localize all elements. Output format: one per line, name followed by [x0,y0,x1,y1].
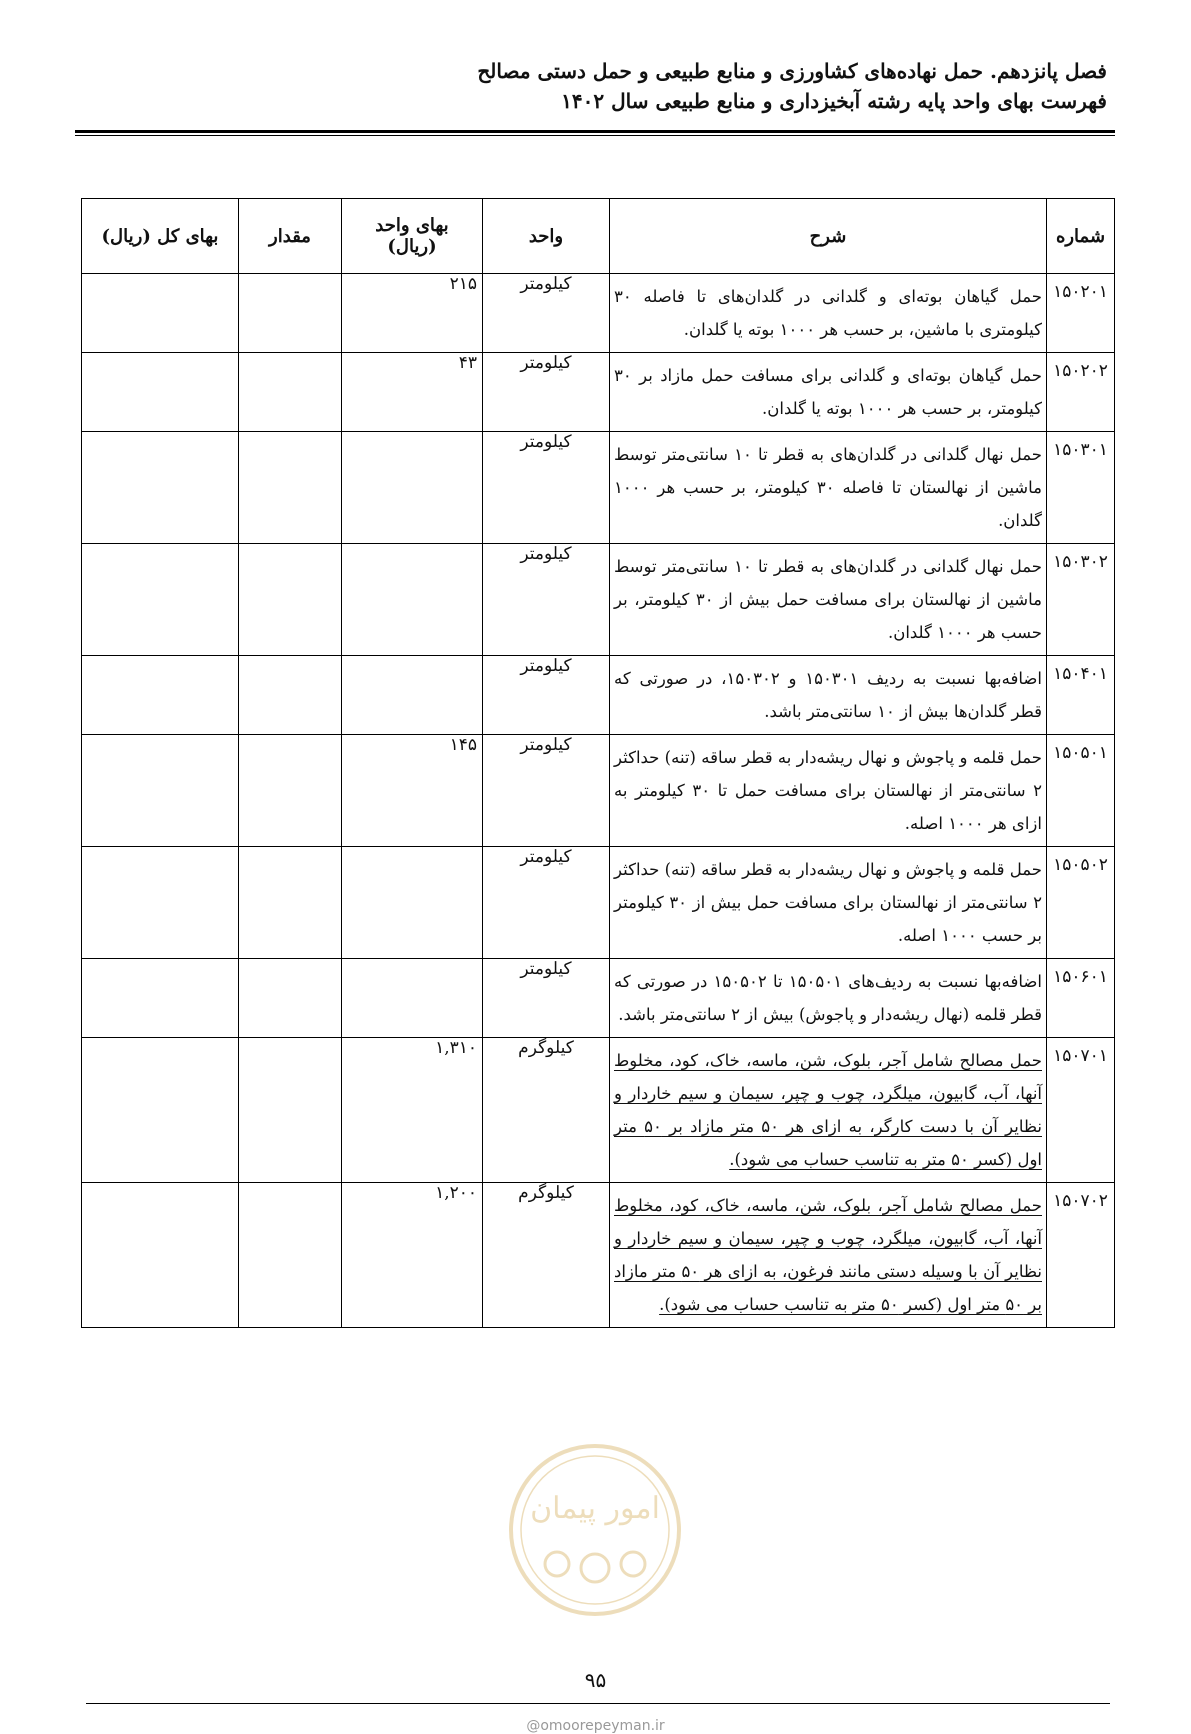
row-quantity [239,353,342,432]
row-number [1047,1183,1115,1328]
row-unit-price-text: ۱۴۵ [449,735,477,755]
table-row [82,847,1115,959]
row-description-text: حمل نهال گلدانی در گلدان‌های به قطر تا ۱۰ سانتی‌متر توسط ماشین از نهالستان برای مسافت حمل بیش از ۳۰ کیلومتر، بر حسب هر ۱۰۰۰ گلدان. [614,557,1042,642]
table-row [82,274,1115,353]
row-total-price [82,1183,239,1328]
header-number: شماره [1047,199,1115,274]
row-unit-price [342,432,483,544]
row-description [610,847,1047,959]
row-unit [483,353,610,432]
row-total-price [82,656,239,735]
row-unit-price [342,1038,483,1183]
row-total-price [82,432,239,544]
table-row [82,1183,1115,1328]
row-number-text: ۱۵۰۲۰۲ [1053,361,1108,381]
row-number [1047,432,1115,544]
row-unit-text: کیلومتر [520,735,572,755]
row-unit [483,959,610,1038]
row-total-price [82,353,239,432]
header-rule-thin [75,135,1115,136]
row-unit-price [342,353,483,432]
table-row [82,432,1115,544]
row-quantity [239,1183,342,1328]
row-unit [483,847,610,959]
chapter-title: فصل پانزدهم. حمل نهاده‌های کشاورزی و منابع طبیعی و حمل دستی مصالح [477,59,1107,83]
row-unit-text: کیلوگرم [518,1038,574,1058]
table-row [82,656,1115,735]
row-unit-price [342,274,483,353]
row-description-text: حمل مصالح شامل آجر، بلوک، شن، ماسه، خاک، کود، مخلوط آنها، آب، گابیون، میلگرد، چوب و چپر، سیمان و سیم خاردار و نظایر آن با دست کارگر، به ازای هر ۵۰ متر مازاد بر ۵۰ متر اول (کسر ۵۰ متر به تناسب حساب می شود). [614,1051,1042,1169]
row-unit [483,1183,610,1328]
header-quantity: مقدار [239,199,342,274]
row-total-price [82,1038,239,1183]
row-unit [483,1038,610,1183]
row-unit-text: کیلومتر [520,353,572,373]
row-total-price [82,274,239,353]
row-number [1047,656,1115,735]
table-row [82,544,1115,656]
row-unit-text: کیلومتر [520,656,572,676]
row-description [610,544,1047,656]
row-unit-price [342,544,483,656]
header-unit: واحد [483,199,610,274]
price-table [81,198,1115,1328]
row-unit-text: کیلومتر [520,847,572,867]
row-description-text: حمل گیاهان بوته‌ای و گلدانی برای مسافت حمل مازاد بر ۳۰ کیلومتر، بر حسب هر ۱۰۰۰ بوته یا گلدان. [614,366,1042,418]
row-quantity [239,959,342,1038]
site-link[interactable]: @omoorepeyman.ir [526,1718,665,1734]
header-rule-thick [75,130,1115,133]
row-unit-price-text: ۱,۳۱۰ [435,1038,477,1058]
row-number-text: ۱۵۰۲۰۱ [1053,282,1108,302]
row-quantity [239,544,342,656]
row-unit [483,544,610,656]
table-row [82,1038,1115,1183]
table-row [82,959,1115,1038]
row-description [610,1183,1047,1328]
row-unit-price [342,735,483,847]
row-description [610,432,1047,544]
row-unit-text: کیلومتر [520,274,572,294]
page-number: ۹۵ [584,1668,607,1692]
table-body [82,274,1115,1328]
row-quantity [239,656,342,735]
row-total-price [82,544,239,656]
table-row [82,735,1115,847]
row-unit [483,432,610,544]
row-unit-price [342,656,483,735]
row-number [1047,1038,1115,1183]
watermark-text: امور پیمان [530,1491,660,1526]
row-number [1047,847,1115,959]
page-header [75,56,1107,116]
row-number-text: ۱۵۰۵۰۱ [1053,743,1108,763]
row-description-text: حمل نهال گلدانی در گلدان‌های به قطر تا ۱۰ سانتی‌متر توسط ماشین از نهالستان تا فاصله ۳۰ کیلومتر، بر حسب هر ۱۰۰۰ گلدان. [614,445,1042,530]
row-quantity [239,274,342,353]
row-unit-price-text: ۲۱۵ [449,274,477,294]
row-unit-price-text: ۴۳ [458,353,477,373]
row-description [610,959,1047,1038]
row-number-text: ۱۵۰۳۰۱ [1053,440,1108,460]
header-description: شرح [610,199,1047,274]
row-unit [483,274,610,353]
row-unit-text: کیلوگرم [518,1183,574,1203]
row-description-text: اضافه‌بها نسبت به ردیف‌های ۱۵۰۵۰۱ تا ۱۵۰۵۰۲ در صورتی که قطر قلمه (نهال ریشه‌دار و پاجوش) بیش از ۲ سانتی‌متر باشد. [614,972,1042,1024]
row-unit-price [342,1183,483,1328]
row-description-text: اضافه‌بها نسبت به ردیف ۱۵۰۳۰۱ و ۱۵۰۳۰۲، در صورتی که قطر گلدان‌ها بیش از ۱۰ سانتی‌متر باشد. [614,669,1042,721]
footer-rule [86,1703,1110,1704]
row-number [1047,353,1115,432]
row-number-text: ۱۵۰۷۰۲ [1053,1191,1108,1211]
row-unit [483,735,610,847]
row-unit-text: کیلومتر [520,432,572,452]
row-unit-price [342,847,483,959]
row-quantity [239,735,342,847]
row-unit [483,656,610,735]
row-quantity [239,847,342,959]
row-total-price [82,959,239,1038]
row-quantity [239,1038,342,1183]
row-description-text: حمل قلمه و پاجوش و نهال ریشه‌دار به قطر ساقه (تنه) حداکثر ۲ سانتی‌متر از نهالستان برای مسافت حمل بیش از ۳۰ کیلومتر بر حسب ۱۰۰۰ اصله. [614,860,1042,945]
row-total-price [82,847,239,959]
row-number [1047,274,1115,353]
row-unit-text: کیلومتر [520,544,572,564]
row-number-text: ۱۵۰۳۰۲ [1053,552,1108,572]
row-description-text: حمل قلمه و پاجوش و نهال ریشه‌دار به قطر ساقه (تنه) حداکثر ۲ سانتی‌متر از نهالستان برای مسافت حمل تا ۳۰ کیلومتر به ازای هر ۱۰۰۰ اصله. [614,748,1042,833]
row-description-text: حمل گیاهان بوته‌ای و گلدانی در گلدان‌های تا فاصله ۳۰ کیلومتری با ماشین، بر حسب هر ۱۰۰۰ بوته یا گلدان. [614,287,1042,339]
table-header-row [82,199,1115,274]
row-quantity [239,432,342,544]
row-total-price [82,735,239,847]
row-description [610,353,1047,432]
row-unit-price-text: ۱,۲۰۰ [435,1183,477,1203]
row-number-text: ۱۵۰۴۰۱ [1053,664,1108,684]
row-number-text: ۱۵۰۶۰۱ [1053,967,1108,987]
header-unit-price: بهای واحد (ریال) [342,199,483,274]
row-number [1047,959,1115,1038]
row-number-text: ۱۵۰۵۰۲ [1053,855,1108,875]
row-number [1047,735,1115,847]
watermark-seal-icon [505,1440,685,1620]
row-description [610,656,1047,735]
header-total-price: بهای کل (ریال) [82,199,239,274]
row-description [610,735,1047,847]
row-number [1047,544,1115,656]
row-number-text: ۱۵۰۷۰۱ [1053,1046,1108,1066]
row-unit-price [342,959,483,1038]
row-description-text: حمل مصالح شامل آجر، بلوک، شن، ماسه، خاک، کود، مخلوط آنها، آب، گابیون، میلگرد، چوب و چپر، سیمان و سیم خاردار و نظایر آن با وسیله دستی مانند فرغون، به ازای هر ۵۰ متر مازاد بر ۵۰ متر اول (کسر ۵۰ متر به تناسب حساب می شود). [614,1196,1042,1314]
table-row [82,353,1115,432]
row-description [610,1038,1047,1183]
row-unit-text: کیلومتر [520,959,572,979]
row-description [610,274,1047,353]
list-title: فهرست بهای واحد پایه رشته آبخیزداری و منابع طبیعی سال ۱۴۰۲ [561,89,1107,113]
